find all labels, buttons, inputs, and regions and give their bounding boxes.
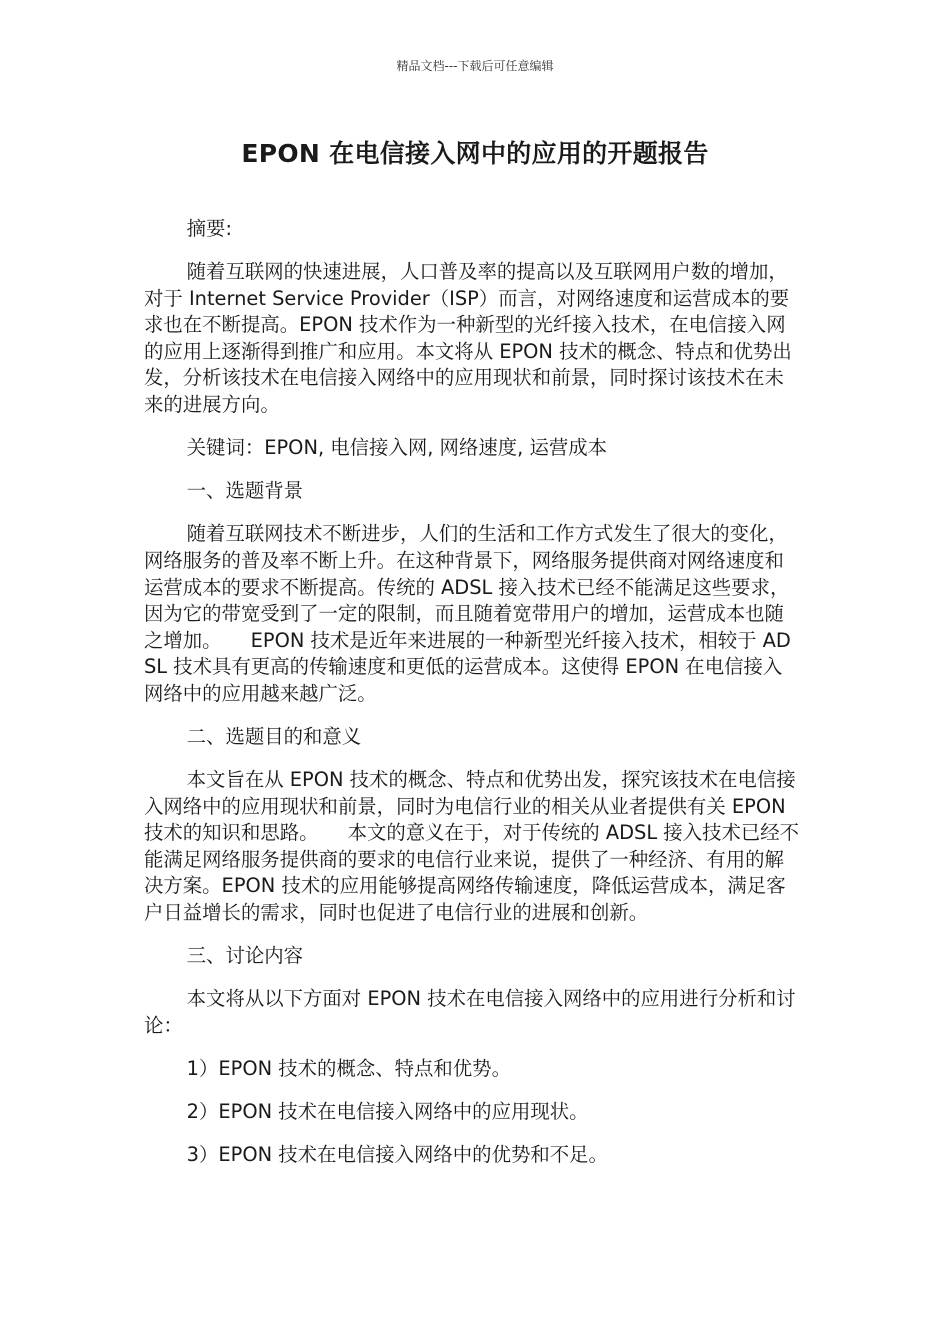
abstract-label: 摘要:: [186, 217, 232, 240]
document-title: EPON 在电信接入网中的应用的开题报告: [241, 139, 709, 168]
abstract-paragraph: 随着互联网的快速进展，人口普及率的提高以及互联网用户数的增加，对于 Internet Service Provider（ISP）而言，对网络速度和运营成本的要求也在不断提高。EPON 技术作为一种新型的光纤接入技术，在电信接入网的应用上逐渐得到推广和应用。本文将从 EPON 技术的概念、特点和优势出发，分析该技术在电信接入网络中的应用现状和前景，同时探讨该技术在未来的进展方向。: [144, 260, 792, 417]
background-paragraph: 随着互联网技术不断进步，人们的生活和工作方式发生了很大的变化，网络服务的普及率不断上升。在这种背景下，网络服务提供商对网络速度和运营成本的要求不断提高。传统的 ADSL 接入技术已经不能满足这些要求，因为它的带宽受到了一定的限制，而且随着宽带用户的增加，运营成本也随之增加。 EPON 技术是近年来进展的一种新型光纤接入技术，相较于 ADSL 技术具有更高的传输速度和更低的运营成本。这使得 EPON 在电信接入网络中的应用越来越广泛。: [144, 522, 791, 705]
purpose-paragraph: 本文旨在从 EPON 技术的概念、特点和优势出发，探究该技术在电信接入网络中的应用现状和前景，同时为电信行业的相关从业者提供有关 EPON 技术的知识和思路。 本文的意义在于，对于传统的 ADSL 接入技术已经不能满足网络服务提供商的要求的电信行业来说，提供了一种经济、有用的解决方案。EPON 技术的应用能够提高网络传输速度，降低运营成本，满足客户日益增长的需求，同时也促进了电信行业的进展和创新。: [144, 768, 800, 925]
section-heading-research: 三、讨论内容: [186, 944, 304, 968]
section-heading-purpose: 二、选题目的和意义: [186, 725, 362, 748]
research-intro: 本文将从以下方面对 EPON 技术在电信接入网络中的应用进行分析和讨论：: [144, 987, 796, 1037]
research-item-2: 2）EPON 技术在电信接入网络中的应用现状。: [186, 1100, 589, 1124]
research-item-1: 1）EPON 技术的概念、特点和优势。: [186, 1056, 511, 1080]
page-header: 精品文档---下载后可任意编辑: [396, 59, 554, 73]
research-item-3: 3）EPON 技术在电信接入网络中的优势和不足。: [186, 1143, 608, 1167]
document-body: [144, 216, 800, 1185]
keywords: 关键词：EPON, 电信接入网, 网络速度, 运营成本: [186, 436, 608, 460]
section-heading-background: 一、选题背景: [186, 479, 304, 503]
